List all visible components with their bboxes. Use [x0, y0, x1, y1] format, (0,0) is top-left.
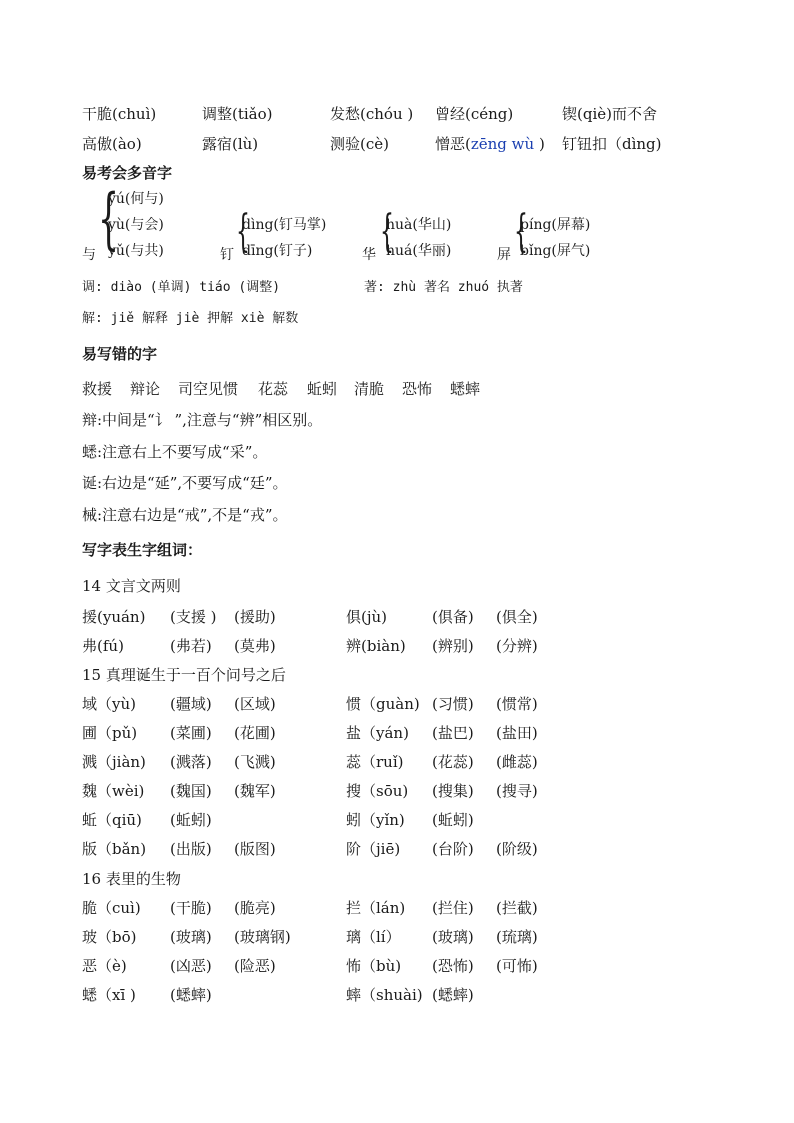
reading: dīng(钉子): [242, 243, 313, 259]
vocab-word: (辨别): [432, 637, 474, 655]
vocab-char: 璃（lí）: [346, 928, 401, 946]
vocab-word: (搜集): [432, 782, 474, 800]
lesson-title: 15 真理诞生于一百个问号之后: [82, 666, 286, 684]
vocab-word: (支援 ): [170, 608, 217, 626]
vocab-word: (版图): [234, 840, 276, 858]
vocab-word: (出版): [170, 840, 212, 858]
word-item: 发愁(chóu ): [330, 105, 414, 123]
miswrite-word: 蟋蟀: [450, 380, 481, 398]
vocab-word: (拦截): [496, 899, 538, 917]
vocab-char: 辨(biàn): [346, 637, 406, 655]
reading: yù(与会): [108, 217, 164, 233]
vocab-word: (蟋蟀): [432, 986, 474, 1004]
miswrite-word: 司空见惯: [178, 380, 239, 398]
vocab-char: 惯（guàn): [346, 695, 420, 713]
vocab-char: 弗(fú): [82, 637, 124, 655]
vocab-word: (琉璃): [496, 928, 538, 946]
vocab-word: (魏军): [234, 782, 276, 800]
vocab-word: (弗若): [170, 637, 212, 655]
polyphone-char: 钉: [220, 247, 234, 263]
polyphone-char: 与: [82, 247, 96, 263]
miswrite-word: 恐怖: [402, 380, 433, 398]
vocab-word: (台阶): [432, 840, 474, 858]
vocab-char: 版（bǎn): [82, 840, 147, 858]
reading: huá(华丽): [386, 243, 452, 259]
miswrite-word: 救援: [82, 380, 113, 398]
reading: bǐng(屏气): [520, 243, 591, 259]
vocab-char: 怖（bù): [346, 957, 402, 975]
vocab-char: 脆（cuì): [82, 899, 141, 917]
polyphone-line-jie: 解: jiě 解释 jiè 押解 xiè 解数: [82, 311, 299, 326]
reading: dìng(钉马掌): [242, 217, 327, 233]
vocab-char: 圃（pǔ): [82, 724, 138, 742]
brace-icon: {: [514, 206, 528, 257]
vocab-word: (拦住): [432, 899, 474, 917]
vocab-char: 蕊（ruǐ): [346, 753, 404, 771]
vocab-word: (可怖): [496, 957, 538, 975]
polyphone-char: 屏: [497, 247, 511, 263]
word-item: 露宿(lù): [202, 135, 259, 153]
vocab-char: 魏（wèi): [82, 782, 145, 800]
vocab-word: (玻璃): [432, 928, 474, 946]
vocab-char: 盐（yán): [346, 724, 409, 742]
vocab-char: 搜（sōu): [346, 782, 409, 800]
vocab-word: (阶级): [496, 840, 538, 858]
vocab-word: (俱备): [432, 608, 474, 626]
vocab-word: (分辨): [496, 637, 538, 655]
vocab-word: (溅落): [170, 753, 212, 771]
vocab-word: (习惯): [432, 695, 474, 713]
vocab-char: 域（yù): [82, 695, 136, 713]
lesson-title: 16 表里的生物: [82, 870, 181, 888]
miswrite-word: 清脆: [354, 380, 385, 398]
word-item: 憎恶(zēng wù ): [435, 135, 545, 153]
reading: yǔ(与共): [108, 243, 164, 259]
polyphone-char: 华: [362, 247, 376, 263]
vocab-char: 拦（lán): [346, 899, 406, 917]
vocab-word: (盐巴): [432, 724, 474, 742]
vocab-word: (惯常): [496, 695, 538, 713]
vocab-word: (蚯蚓): [170, 811, 212, 829]
word-item: 测验(cè): [330, 135, 389, 153]
vocab-char: 阶（jiē): [346, 840, 401, 858]
vocab-word: (搜寻): [496, 782, 538, 800]
vocab-word: (玻璃): [170, 928, 212, 946]
miswrite-note: 蟋:注意右上不要写成“采”。: [82, 443, 268, 461]
miswrite-note: 械:注意右边是“戒”,不是“戎”。: [82, 506, 288, 524]
vocab-word: (恐怖): [432, 957, 474, 975]
brace-icon: {: [236, 206, 250, 257]
miswrite-word: 花蕊: [258, 380, 289, 398]
vocab-char: 蚓（yǐn): [346, 811, 405, 829]
vocab-word: (援助): [234, 608, 276, 626]
brace-icon: {: [380, 206, 394, 257]
vocab-word: (花蕊): [432, 753, 474, 771]
miswrite-note: 辩:中间是“讠 ”,注意与“辨”相区别。: [82, 411, 323, 429]
section-title-vocab: 写字表生字组词：: [82, 541, 203, 559]
vocab-char: 蚯（qiū): [82, 811, 142, 829]
word-item: 钉钮扣（dìng): [562, 135, 662, 153]
brace-icon: {: [98, 180, 119, 257]
reading: huà(华山): [386, 217, 452, 233]
vocab-char: 援(yuán): [82, 608, 146, 626]
vocab-word: (雌蕊): [496, 753, 538, 771]
word-item: 高傲(ào): [82, 135, 142, 153]
polyphone-line-diao: 调: diào (单调) tiáo (调整): [82, 280, 281, 295]
vocab-word: (魏国): [170, 782, 212, 800]
miswrite-note: 诞:右边是“延”,不要写成“廷”。: [82, 474, 288, 492]
vocab-word: (脆亮): [234, 899, 276, 917]
vocab-word: (玻璃钢): [234, 928, 291, 946]
vocab-word: (菜圃): [170, 724, 212, 742]
vocab-char: 蟀（shuài): [346, 986, 423, 1004]
polyphone-line-zhu: 著: zhù 著名 zhuó 执著: [364, 280, 523, 295]
vocab-word: (盐田): [496, 724, 538, 742]
vocab-word: (干脆): [170, 899, 212, 917]
vocab-char: 蟋（xī ): [82, 986, 136, 1004]
vocab-word: (蚯蚓): [432, 811, 474, 829]
vocab-char: 恶（è): [82, 957, 127, 975]
vocab-word: (莫弗): [234, 637, 276, 655]
reading: píng(屏幕): [520, 217, 591, 233]
vocab-char: 玻（bō): [82, 928, 137, 946]
vocab-word: (疆域): [170, 695, 212, 713]
reading: yú(何与): [108, 191, 164, 207]
vocab-word: (花圃): [234, 724, 276, 742]
vocab-char: 俱(jù): [346, 608, 388, 626]
vocab-word: (凶恶): [170, 957, 212, 975]
word-item: 干脆(chuì): [82, 105, 157, 123]
lesson-title: 14 文言文两则: [82, 577, 181, 595]
vocab-char: 溅（jiàn): [82, 753, 146, 771]
miswrite-word: 辩论: [130, 380, 161, 398]
miswrite-word: 蚯蚓: [307, 380, 338, 398]
word-item: 调整(tiǎo): [202, 105, 273, 123]
vocab-word: (险恶): [234, 957, 276, 975]
vocab-word: (飞溅): [234, 753, 276, 771]
vocab-word: (蟋蟀): [170, 986, 212, 1004]
vocab-word: (俱全): [496, 608, 538, 626]
section-title-polyphonic: 易考会多音字: [82, 164, 173, 182]
word-item: 曾经(céng): [435, 105, 514, 123]
word-item: 锲(qiè)而不舍: [562, 105, 657, 123]
section-title-miswrite: 易写错的字: [82, 345, 158, 363]
vocab-word: (区域): [234, 695, 276, 713]
